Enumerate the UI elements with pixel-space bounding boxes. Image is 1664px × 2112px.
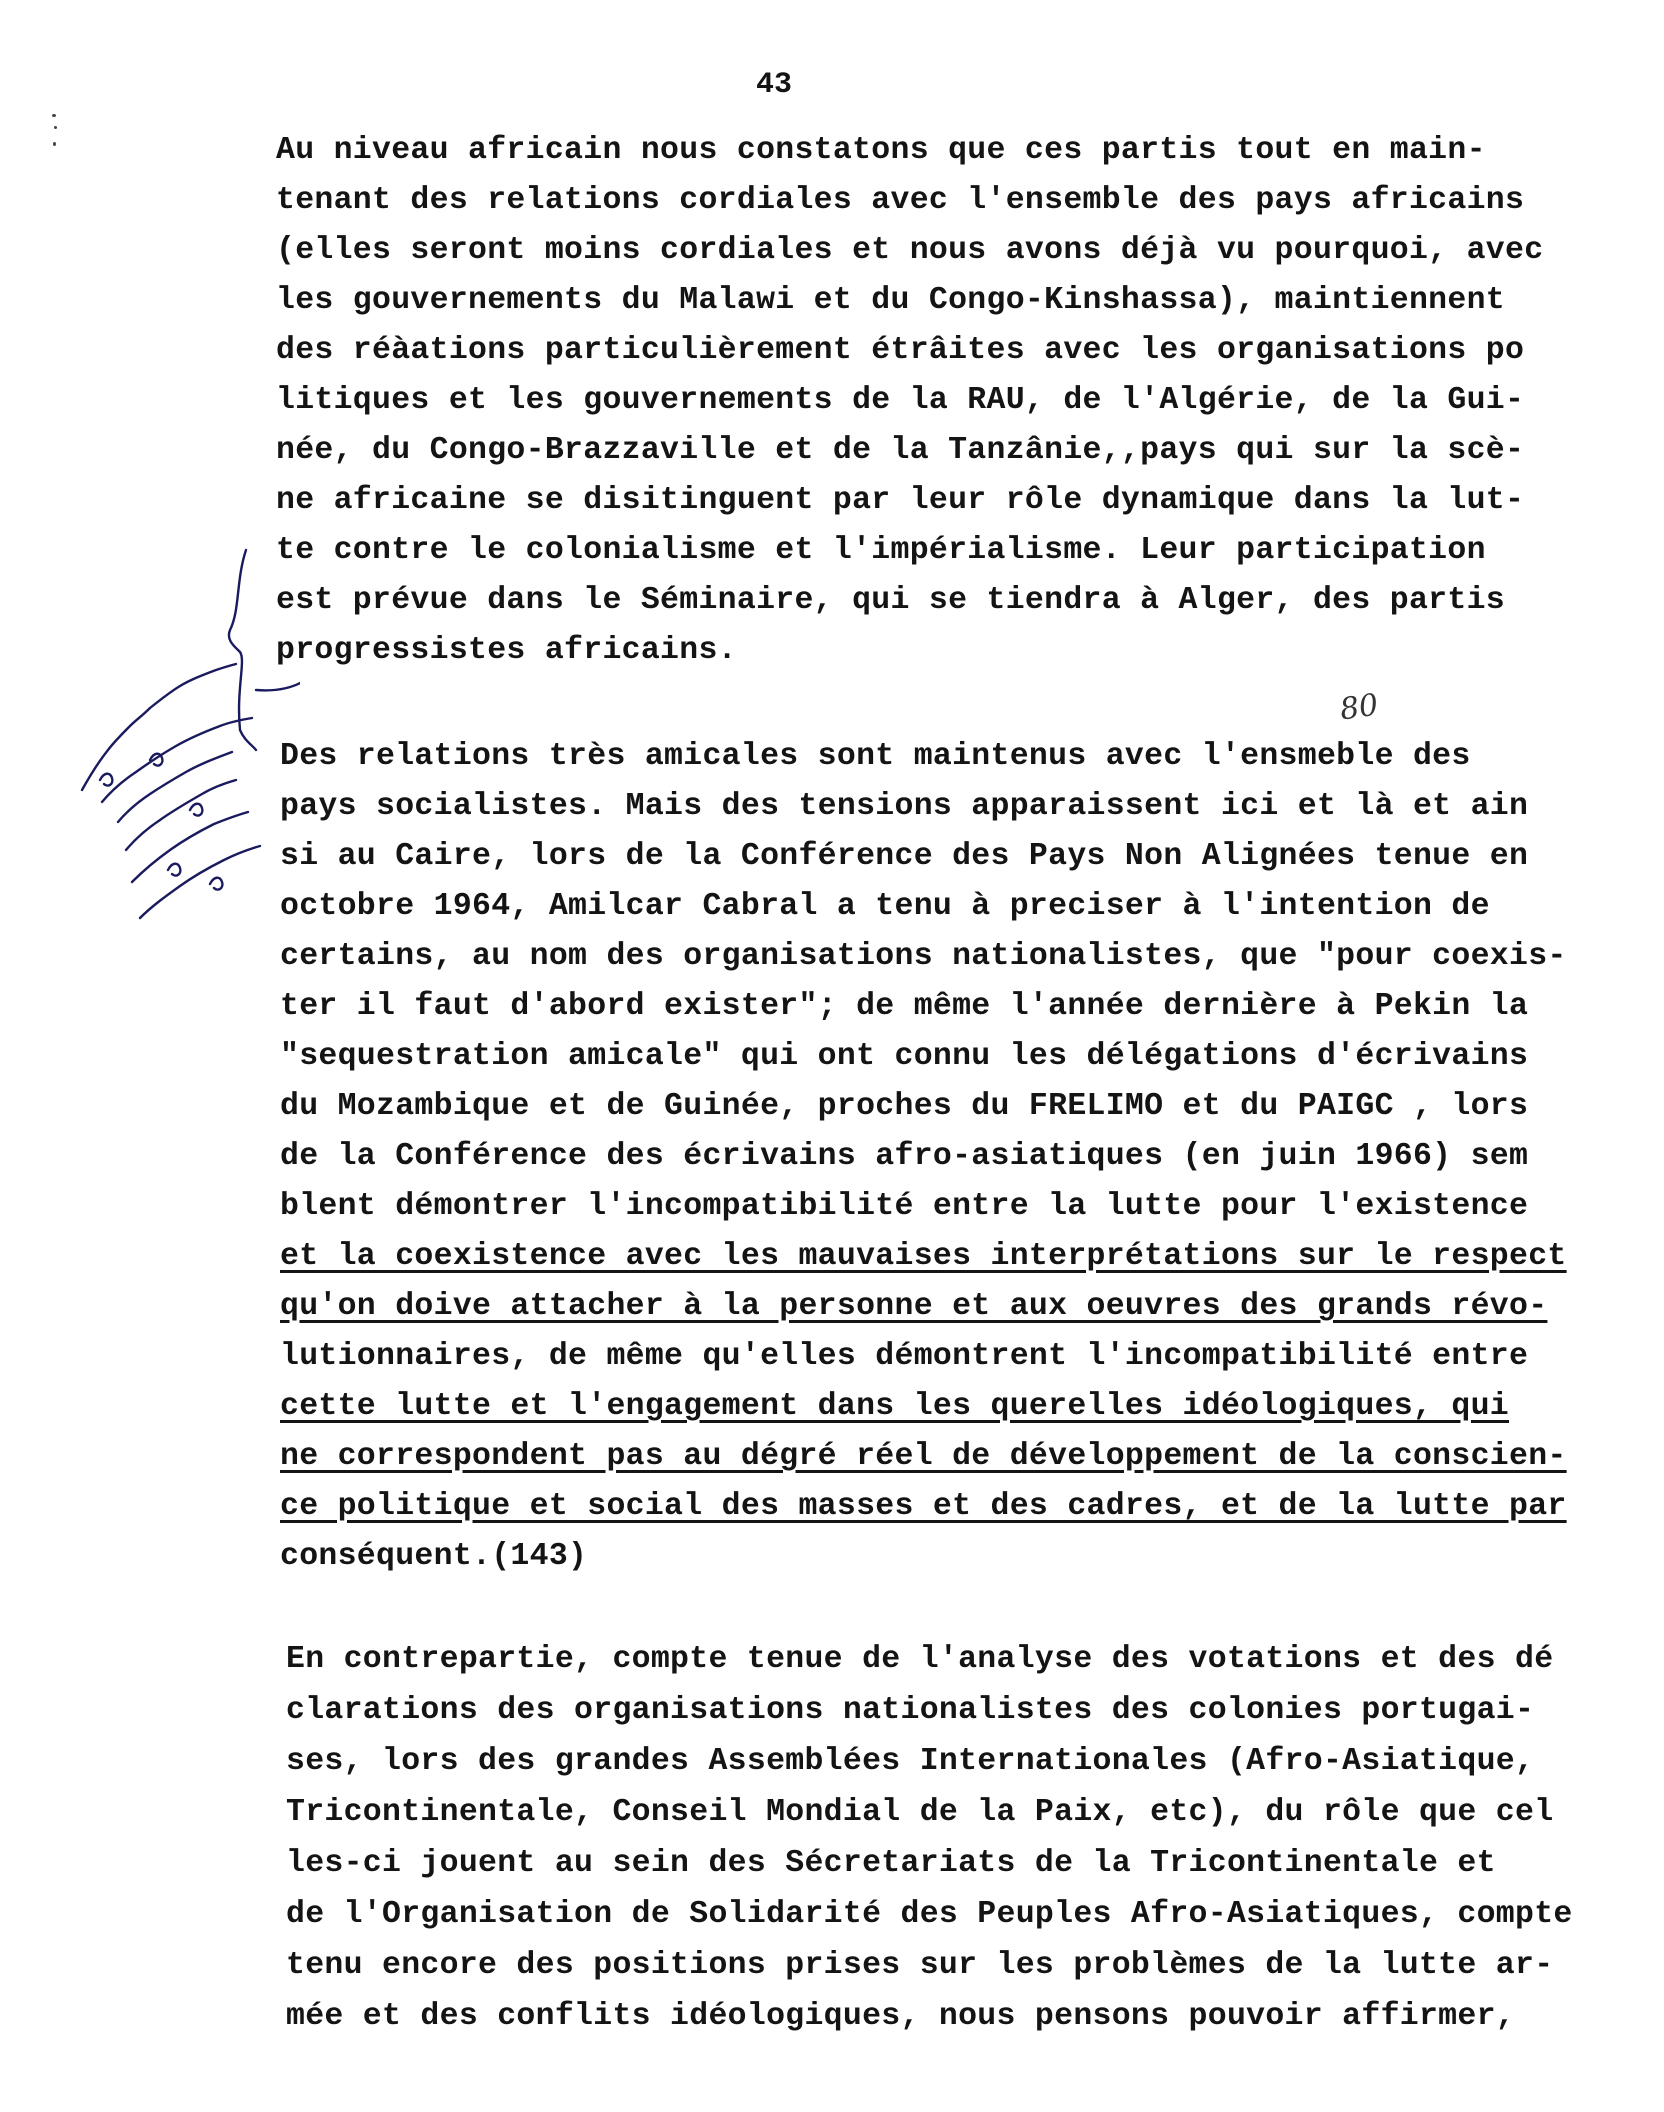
text-line: de la Conférence des écrivains afro-asiatiques (en juin 1966) sem xyxy=(280,1139,1529,1174)
paragraph-socialist-countries xyxy=(280,732,1620,1582)
margin-specks xyxy=(50,112,64,162)
underlined-text-line: ne correspondent pas au dégré réel de développement de la conscien- xyxy=(280,1439,1567,1474)
text-line: ter il faut d'abord exister"; de même l'année dernière à Pekin la xyxy=(280,989,1529,1024)
text-line: (elles seront moins cordiales et nous avons déjà vu pourquoi, avec xyxy=(276,233,1544,268)
underlined-text-line: cette lutte et l'engagement dans les querelles idéologiques, qui xyxy=(280,1389,1509,1424)
text-line: pays socialistes. Mais des tensions apparaissent ici et là et ain xyxy=(280,789,1529,824)
text-line: ne africaine se disitinguent par leur rôle dynamique dans la lut- xyxy=(276,483,1525,518)
text-line: octobre 1964, Amilcar Cabral a tenu à preciser à l'intention de xyxy=(280,889,1490,924)
text-line: progressistes africains. xyxy=(276,633,737,668)
text-line: les gouvernements du Malawi et du Congo-Kinshassa), maintiennent xyxy=(276,283,1505,318)
text-line: Tricontinentale, Conseil Mondial de la Paix, etc), du rôle que cel xyxy=(286,1795,1554,1830)
page-number: 43 xyxy=(756,68,793,102)
text-line: de l'Organisation de Solidarité des Peuples Afro-Asiatiques, compte xyxy=(286,1897,1573,1932)
handwritten-number-mark: 80 xyxy=(1337,687,1381,728)
text-line: mée et des conflits idéologiques, nous pensons pouvoir affirmer, xyxy=(286,1999,1515,2034)
underlined-text-line: et la coexistence avec les mauvaises interprétations sur le respect xyxy=(280,1239,1567,1274)
text-line: litiques et les gouvernements de la RAU, de l'Algérie, de la Gui- xyxy=(276,383,1525,418)
text-line: tenant des relations cordiales avec l'ensemble des pays africains xyxy=(276,183,1525,218)
text-line: clarations des organisations nationalistes des colonies portugai- xyxy=(286,1693,1535,1728)
text-line: tenu encore des positions prises sur les problèmes de la lutte ar- xyxy=(286,1948,1554,1983)
text-line: certains, au nom des organisations nationalistes, que "pour coexis- xyxy=(280,939,1567,974)
text-line: si au Caire, lors de la Conférence des Pays Non Alignées tenue en xyxy=(280,839,1529,874)
text-line: En contrepartie, compte tenue de l'analyse des votations et des dé xyxy=(286,1642,1554,1677)
handwritten-margin-note xyxy=(40,540,300,1000)
text-line: les-ci jouent au sein des Sécretariats de la Tricontinentale et xyxy=(286,1846,1496,1881)
paragraph-african-level xyxy=(276,126,1616,676)
underlined-text-line: qu'on doive attacher à la personne et aux oeuvres des grands révo- xyxy=(280,1289,1548,1324)
text-line: Au niveau africain nous constatons que ces partis tout en main- xyxy=(276,133,1486,168)
text-line: ses, lors des grandes Assemblées Internationales (Afro-Asiatique, xyxy=(286,1744,1535,1779)
text-line: blent démontrer l'incompatibilité entre la lutte pour l'existence xyxy=(280,1189,1529,1224)
text-line: "sequestration amicale" qui ont connu les délégations d'écrivains xyxy=(280,1039,1529,1074)
text-line: te contre le colonialisme et l'impérialisme. Leur participation xyxy=(276,533,1486,568)
paragraph-counterpart xyxy=(286,1634,1626,2042)
text-line: Des relations très amicales sont maintenus avec l'ensmeble des xyxy=(280,739,1471,774)
text-line: née, du Congo-Brazzaville et de la Tanzânie,,pays qui sur la scè- xyxy=(276,433,1525,468)
text-line: est prévue dans le Séminaire, qui se tiendra à Alger, des partis xyxy=(276,583,1505,618)
text-line: du Mozambique et de Guinée, proches du FRELIMO et du PAIGC , lors xyxy=(280,1089,1529,1124)
text-line: lutionnaires, de même qu'elles démontrent l'incompatibilité entre xyxy=(280,1339,1529,1374)
underlined-text-line: ce politique et social des masses et des cadres, et de la lutte par xyxy=(280,1489,1567,1524)
text-line: des réàations particulièrement étrâites avec les organisations po xyxy=(276,333,1525,368)
text-line: conséquent.(143) xyxy=(280,1539,588,1574)
